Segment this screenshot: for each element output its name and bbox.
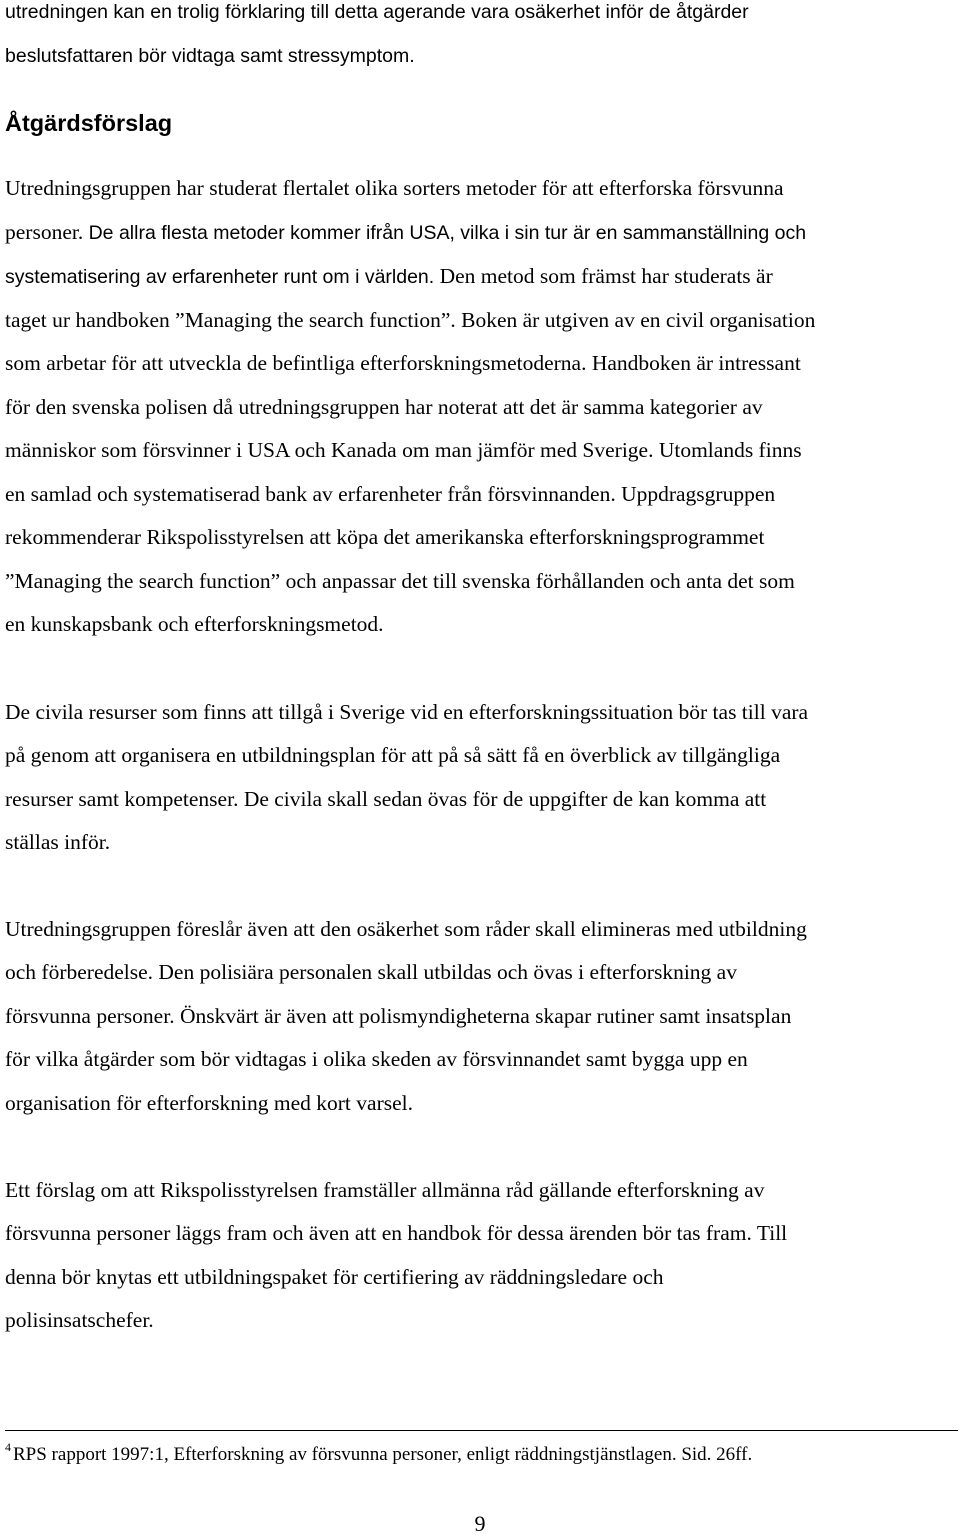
footnote-divider <box>5 1430 958 1431</box>
text-line: polisinsatschefer. <box>5 1308 154 1332</box>
text-line: denna bör knytas ett utbildningspaket för certifiering av räddningsledare och <box>5 1265 664 1289</box>
text-line: på genom att organisera en utbildningsplan för att på så sätt få en överblick av tillgängliga <box>5 743 781 767</box>
text-line: beslutsfattaren bör vidtaga samt stressymptom. <box>5 45 415 67</box>
text-segment: personer. <box>5 220 89 244</box>
text-line: en samlad och systematiserad bank av erfarenheter från försvinnanden. Uppdragsgruppen <box>5 482 776 506</box>
text-line: utredningen kan en trolig förklaring till detta agerande vara osäkerhet inför de åtgärder <box>5 1 749 23</box>
text-line: och förberedelse. Den polisiära personalen skall utbildas och övas i efterforskning av <box>5 960 737 984</box>
text-line: resurser samt kompetenser. De civila skall sedan övas för de uppgifter de kan komma att <box>5 787 767 811</box>
page-number: 9 <box>474 1511 486 1536</box>
footnote-number: 4 <box>5 1440 11 1454</box>
text-line: för den svenska polisen då utredningsgruppen har noterat att det är samma kategorier av <box>5 395 763 419</box>
text-segment: De allra flesta metoder kommer ifrån USA, vilka i sin tur är en sammanställning och <box>88 222 807 244</box>
footnote-text: RPS rapport 1997:1, Efterforskning av försvunna personer, enligt räddningstjänstlagen. Sid. 26ff. <box>13 1444 753 1465</box>
text-line: som arbetar för att utveckla de befintliga efterforskningsmetoderna. Handboken är intressant <box>5 351 801 375</box>
text-line <box>5 220 806 245</box>
text-line: försvunna personer. Önskvärt är även att polismyndigheterna skapar rutiner samt insatsplan <box>5 1004 792 1028</box>
text-line: Utredningsgruppen har studerat flertalet olika sorters metoder för att efterforska försvunna <box>5 176 784 200</box>
text-line: organisation för efterforskning med kort varsel. <box>5 1091 413 1115</box>
text-line: försvunna personer läggs fram och även att en handbok för dessa ärenden bör tas fram. Till <box>5 1221 788 1245</box>
footnote <box>5 1442 752 1468</box>
text-line <box>5 264 773 289</box>
text-line: för vilka åtgärder som bör vidtagas i olika skeden av försvinnandet samt bygga upp en <box>5 1047 748 1071</box>
text-line: ”Managing the search function” och anpassar det till svenska förhållanden och anta det som <box>5 569 795 593</box>
text-segment: systematisering av erfarenheter runt om i världen. <box>5 266 435 288</box>
text-line: Utredningsgruppen föreslår även att den osäkerhet som råder skall elimineras med utbildning <box>5 917 807 941</box>
text-line: en kunskapsbank och efterforskningsmetod. <box>5 612 384 636</box>
text-line: människor som försvinner i USA och Kanada om man jämför med Sverige. Utomlands finns <box>5 438 802 462</box>
text-line: ställas inför. <box>5 830 111 854</box>
text-line: Ett förslag om att Rikspolisstyrelsen framställer allmänna råd gällande efterforskning av <box>5 1178 765 1202</box>
section-heading: Åtgärdsförslag <box>5 110 173 136</box>
text-line: taget ur handboken ”Managing the search function”. Boken är utgiven av en civil organisation <box>5 308 816 332</box>
text-line: rekommenderar Rikspolisstyrelsen att köpa det amerikanska efterforskningsprogrammet <box>5 525 765 549</box>
text-line: De civila resurser som finns att tillgå i Sverige vid en efterforskningssituation bör tas till vara <box>5 700 809 724</box>
text-segment: Den metod som främst har studerats är <box>434 264 773 288</box>
